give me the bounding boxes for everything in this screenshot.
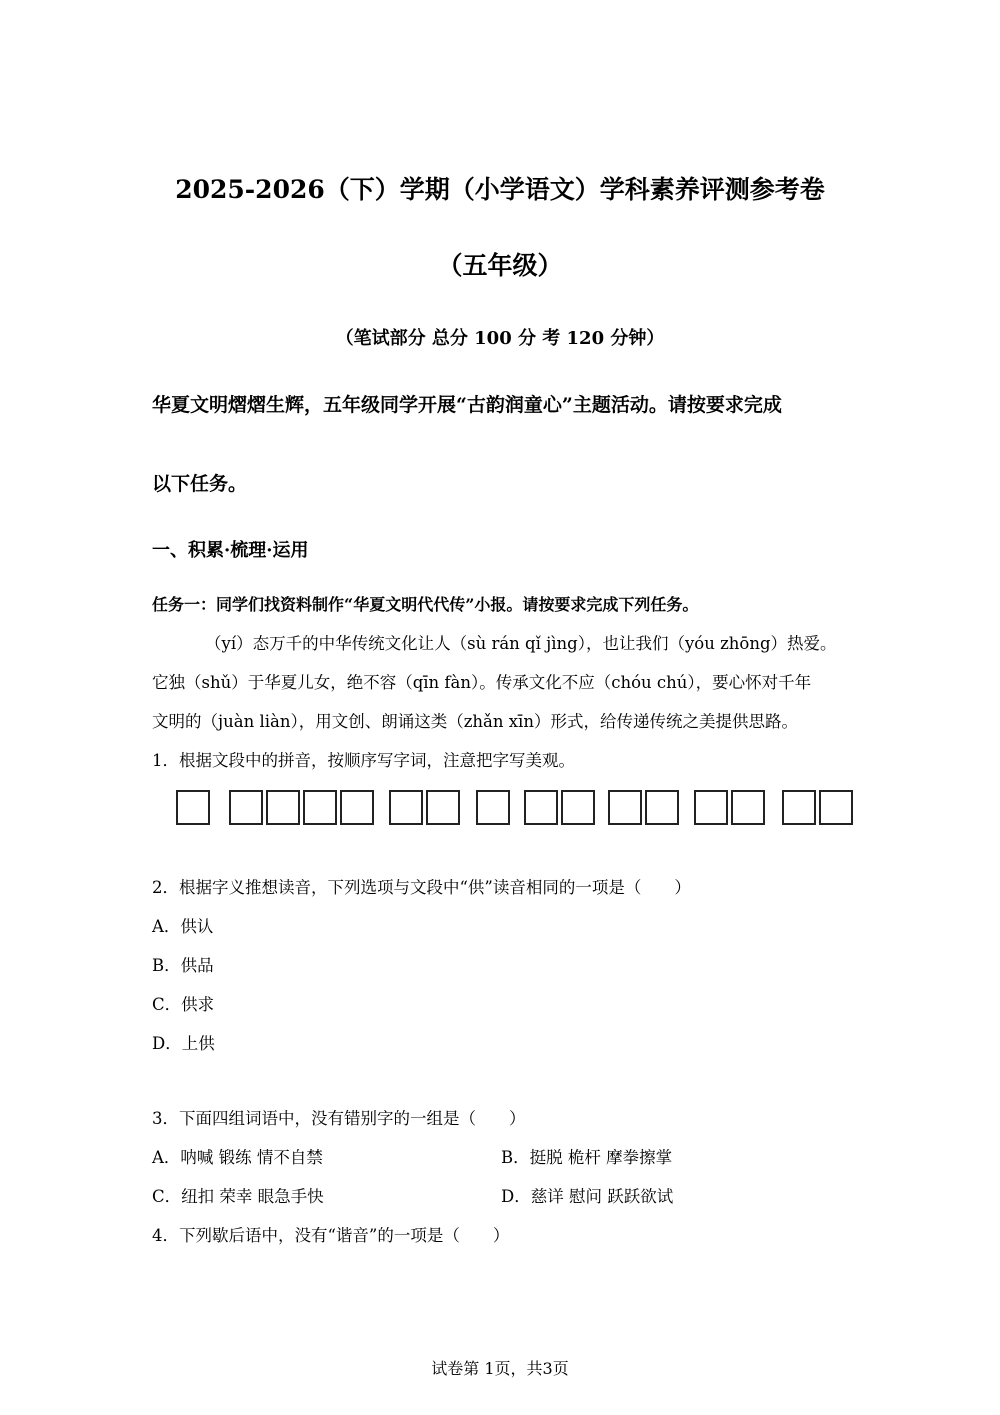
question-4: 4．下列歇后语中，没有“谐音”的一项是（ ） [152, 1226, 510, 1245]
question-2: 2．根据字义推想读音，下列选项与文段中“供”读音相同的一项是（ ） [152, 878, 691, 897]
q2-option-d[interactable]: D．上供 [152, 1034, 215, 1053]
answer-box[interactable] [303, 790, 337, 825]
task-one-heading: 任务一：同学们找资料制作“华夏文明代代传”小报。请按要求完成下列任务。 [152, 595, 699, 614]
answer-box[interactable] [229, 790, 263, 825]
grade-subtitle: （五年级） [437, 251, 563, 280]
answer-box[interactable] [426, 790, 460, 825]
q2-option-c[interactable]: C．供求 [152, 995, 215, 1014]
page-footer: 试卷第 1页，共3页 [431, 1359, 569, 1378]
answer-box[interactable] [782, 790, 816, 825]
answer-box[interactable] [819, 790, 853, 825]
answer-box[interactable] [340, 790, 374, 825]
answer-box[interactable] [561, 790, 595, 825]
passage-line-1: （yí）态万千的中华传统文化让人（sù rán qǐ jìng），也让我们（yóu zhōng）热爱。 [205, 634, 837, 653]
answer-box[interactable] [476, 790, 510, 825]
passage-line-3: 文明的（juàn liàn），用文创、朗诵这类（zhǎn xīn）形式，给传递传统之美提供思路。 [152, 712, 798, 731]
answer-box[interactable] [731, 790, 765, 825]
q2-option-a[interactable]: A．供认 [152, 917, 214, 936]
answer-box[interactable] [608, 790, 642, 825]
answer-box[interactable] [176, 790, 210, 825]
q3-option-d[interactable]: D．慈详 慰问 跃跃欲试 [501, 1187, 674, 1206]
answer-box[interactable] [389, 790, 423, 825]
answer-box[interactable] [694, 790, 728, 825]
intro-line-2: 以下任务。 [152, 473, 248, 495]
answer-box[interactable] [524, 790, 558, 825]
q3-option-c[interactable]: C．纽扣 荣幸 眼急手快 [152, 1187, 324, 1206]
exam-info: （笔试部分 总分 100 分 考 120 分钟） [335, 328, 665, 349]
q2-option-b[interactable]: B．供品 [152, 956, 214, 975]
answer-box[interactable] [266, 790, 300, 825]
intro-line-1: 华夏文明熠熠生辉，五年级同学开展“古韵润童心”主题活动。请按要求完成 [152, 394, 782, 416]
page-title: 2025-2026（下）学期（小学语文）学科素养评测参考卷 [175, 175, 825, 204]
passage-line-2: 它独（shǔ）于华夏儿女，绝不容（qīn fàn）。传承文化不应（chóu chú），要心怀对千年 [152, 673, 812, 692]
question-3: 3．下面四组词语中，没有错别字的一组是（ ） [152, 1109, 526, 1128]
answer-box[interactable] [645, 790, 679, 825]
q3-option-b[interactable]: B．挺脱 桅杆 摩拳擦掌 [501, 1148, 673, 1167]
section-heading: 一、积累·梳理·运用 [152, 540, 309, 561]
question-1: 1．根据文段中的拼音，按顺序写字词，注意把字写美观。 [152, 751, 575, 770]
q3-option-a[interactable]: A．呐喊 锻练 情不自禁 [152, 1148, 323, 1167]
